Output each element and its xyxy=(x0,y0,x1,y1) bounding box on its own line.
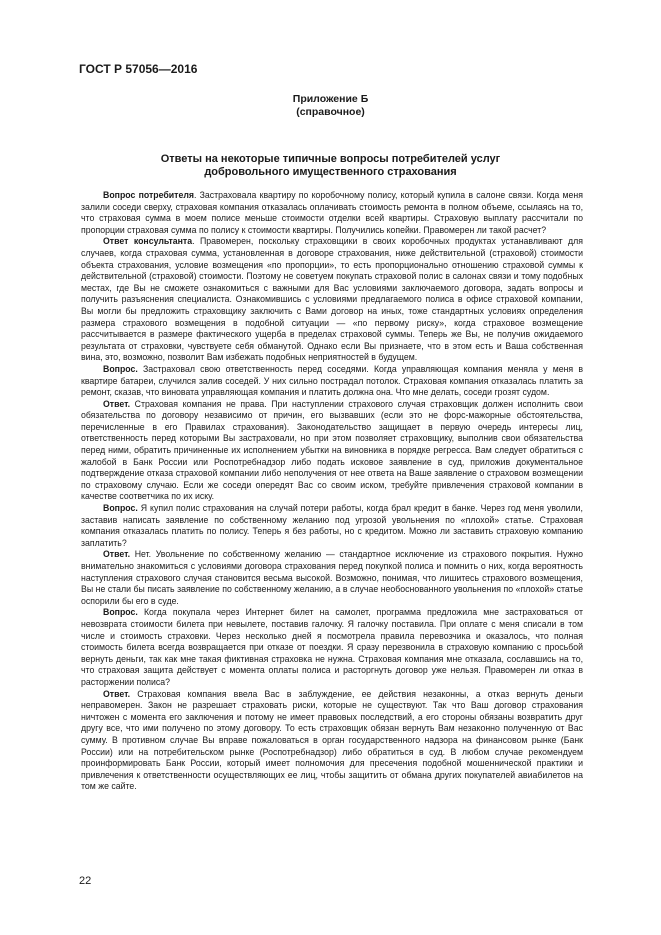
paragraph-lead: Ответ. xyxy=(103,398,131,409)
paragraph-text: Когда покупала через Интернет билет на самолет, программа предложила мне застраховаться от невозврата стоимости билета при невылете, поставив галочку. Я галочку поставила. При оплате с меня списали в том числе и стоимость страховки. Через несколько дней я посмотрела правила перевозчика и оказалось, что полная стоимость билета всегда возвращается при отказе от поездки. Я сразу перезвонила в страховую компанию с просьбой вернуть деньги, так как мне такая фиктивная страховка не нужна. Страховая компания мне отказала, сославшись на то, что страховая защита действует с момента оплаты полиса и расторгнуть договор уже нельзя. Правомерен ли отказ в расторжении полиса? xyxy=(81,607,583,687)
answer-2 xyxy=(81,399,583,503)
paragraph-text: . Застраховала квартиру по коробочному полису, который купила в салоне связи. Когда меня залили соседи сверху, страховая компания отказалась оплачивать стоимость ремонта в полном объеме, ссылаясь на то, что страховая сумма в моем полисе меньше стоимости отделки всей квартиры. Страховую выплату рассчитали по пропорции страховая сумма по полису к стоимости квартиры. Получились копейки. Правомерен ли такой расчет? xyxy=(81,190,583,235)
paragraph-text: Страховая компания ввела Вас в заблуждение, ее действия незаконны, а отказ вернуть деньги неправомерен. Закон не разрешает страховать риски, которые не существуют. Так что Ваш договор страхования ничтожен с момента его заключения и потому не имеет правовых последствий, а его стороны обязаны возвратить друг другу все, что ими получено по этому договору. То есть страховщик обязан вернуть Вам незаконно полученную от Вас сумму. В противном случае Вы вправе пожаловаться в орган государственного надзора на финансовом рынке (Банк России) или на потребительском рынке (Роспотребнадзор) либо обратиться в суд. В любом случае рекомендуем проинформировать Банк России, который имеет полномочия для пресечения подобной мошеннической практики и привлечения к ответственности осуществляющих ее лиц, чтобы защитить от обмана других покупателей авиабилетов на том же сайте. xyxy=(81,688,583,792)
paragraph-lead: Вопрос. xyxy=(103,363,138,374)
paragraph-lead: Ответ. xyxy=(103,549,131,560)
paragraph-text: . Правомерен, поскольку страховщики в своих коробочных продуктах устанавливают для случаев, когда страховая сумма, установленная в договоре страхования, ниже действительной (страховой) стоимости объекта страхования, условие возмещения «по пропорции», то есть пропорционально отношению страховой суммы к действительной (страховой) стоимости. Поэтому не советуем покупать страховой полис в салонах связи и тому подобных местах, где Вы не сможете ознакомиться с важными для Вас условиями заключаемого договора, задать вопросы и получить разъяснения специалиста. Ознакомившись с условиями предлагаемого полиса в офисе страховой компании, Вы могли бы предложить страховщику заключить с Вами договор на иных, тоже стандартных условиях определения размера страхового возмещения в подобной ситуации — «по первому риску», когда страховое возмещение рассчитывается в размере фактического ущерба в пределах страховой суммы. Теперь же Вы, не получив ожидаемого результата от страховки, чувствуете себя обманутой. Однако если Вы признаете, что в этом есть и Ваша собственная вина, это, возможно, позволит Вам избежать подобных неприятностей в будущем. xyxy=(81,236,584,363)
paragraph-lead: Вопрос. xyxy=(103,607,138,618)
document-code: ГОСТ Р 57056—2016 xyxy=(79,62,198,76)
paragraph-text: Я купил полис страхования на случай потери работы, когда брал кредит в банке. Через год меня уволили, заставив написать заявление по собственному желанию под угрозой увольнения по «плохой» статье. Страховая компания отказалась платить по полису. Теперь я без работы, но с кредитом. Можно ли заставить страховую компанию заплатить? xyxy=(81,503,583,548)
annex-heading xyxy=(0,93,661,119)
paragraph-lead: Ответ консультанта xyxy=(103,236,193,247)
paragraph-lead: Вопрос потребителя xyxy=(103,190,194,200)
annex-title: Приложение Б xyxy=(292,93,369,105)
question-1 xyxy=(81,190,583,236)
paragraph-text: Страховая компания не права. При наступлении страхового случая страховщик должен исполнить свои обязательства по договору независимо от причин, его вызвавших (если это не форс-мажорные обстоятельства, перечисленные в его Правилах страхования). Законодательство защищает в первую очередь интересы лиц, ответственность перед которыми Вы застраховали, но при этом позволяет страховщику, выполнив свои обязательства перед ними, обратить причиненные их исполнением убытки на виновника в порядке регресса. Вам следует обратиться с жалобой в Банк России или Роспотребнадзор либо подать исковое заявление в суд, приложив документальное подтверждение отказа страховой компании либо неполучения от нее ответа на Ваше заявление о страховом возмещении по страховому случаю. Если же соседи опередят Вас со своим иском, требуйте привлечения страховой компании в качестве соответчика по их иску. xyxy=(81,398,583,502)
question-4 xyxy=(81,607,583,688)
annex-subtitle: (справочное) xyxy=(296,106,365,118)
answer-1 xyxy=(81,236,583,364)
paragraph-text: Нет. Увольнение по собственному желанию — стандартное исключение из страхового покрытия. Нужно внимательно знакомиться с условиями договора страхования перед покупкой полиса и помнить о них, когда вероятность наступления страхового случая становится весьма высокой. Возможно, понимая, что лишитесь страхового возмещения, Вы не стали бы писать заявление по собственному желанию, а в случае необоснованного увольнения по «плохой» статье оспорили бы его в суде. xyxy=(81,549,583,606)
question-2 xyxy=(81,364,583,399)
paragraph-lead: Ответ. xyxy=(103,688,131,699)
section-title-line-2: добровольного имущественного страхования xyxy=(204,166,457,178)
section-title-line-1: Ответы на некоторые типичные вопросы потребителей услуг xyxy=(160,153,501,165)
qa-body xyxy=(81,190,583,793)
section-title xyxy=(0,153,661,179)
answer-4 xyxy=(81,689,583,793)
page-number: 22 xyxy=(79,875,92,887)
answer-3 xyxy=(81,549,583,607)
question-3 xyxy=(81,503,583,549)
paragraph-text: Застраховал свою ответственность перед соседями. Когда управляющая компания меняла у меня в квартире батареи, случился залив соседей. У них сильно пострадал потолок. Страховая компания отказалась платить за ремонт, сказав, что виновата управляющая компания и платить должна она. Что мне делать, соседи грозят судом. xyxy=(81,363,583,398)
paragraph-lead: Вопрос. xyxy=(103,503,138,514)
